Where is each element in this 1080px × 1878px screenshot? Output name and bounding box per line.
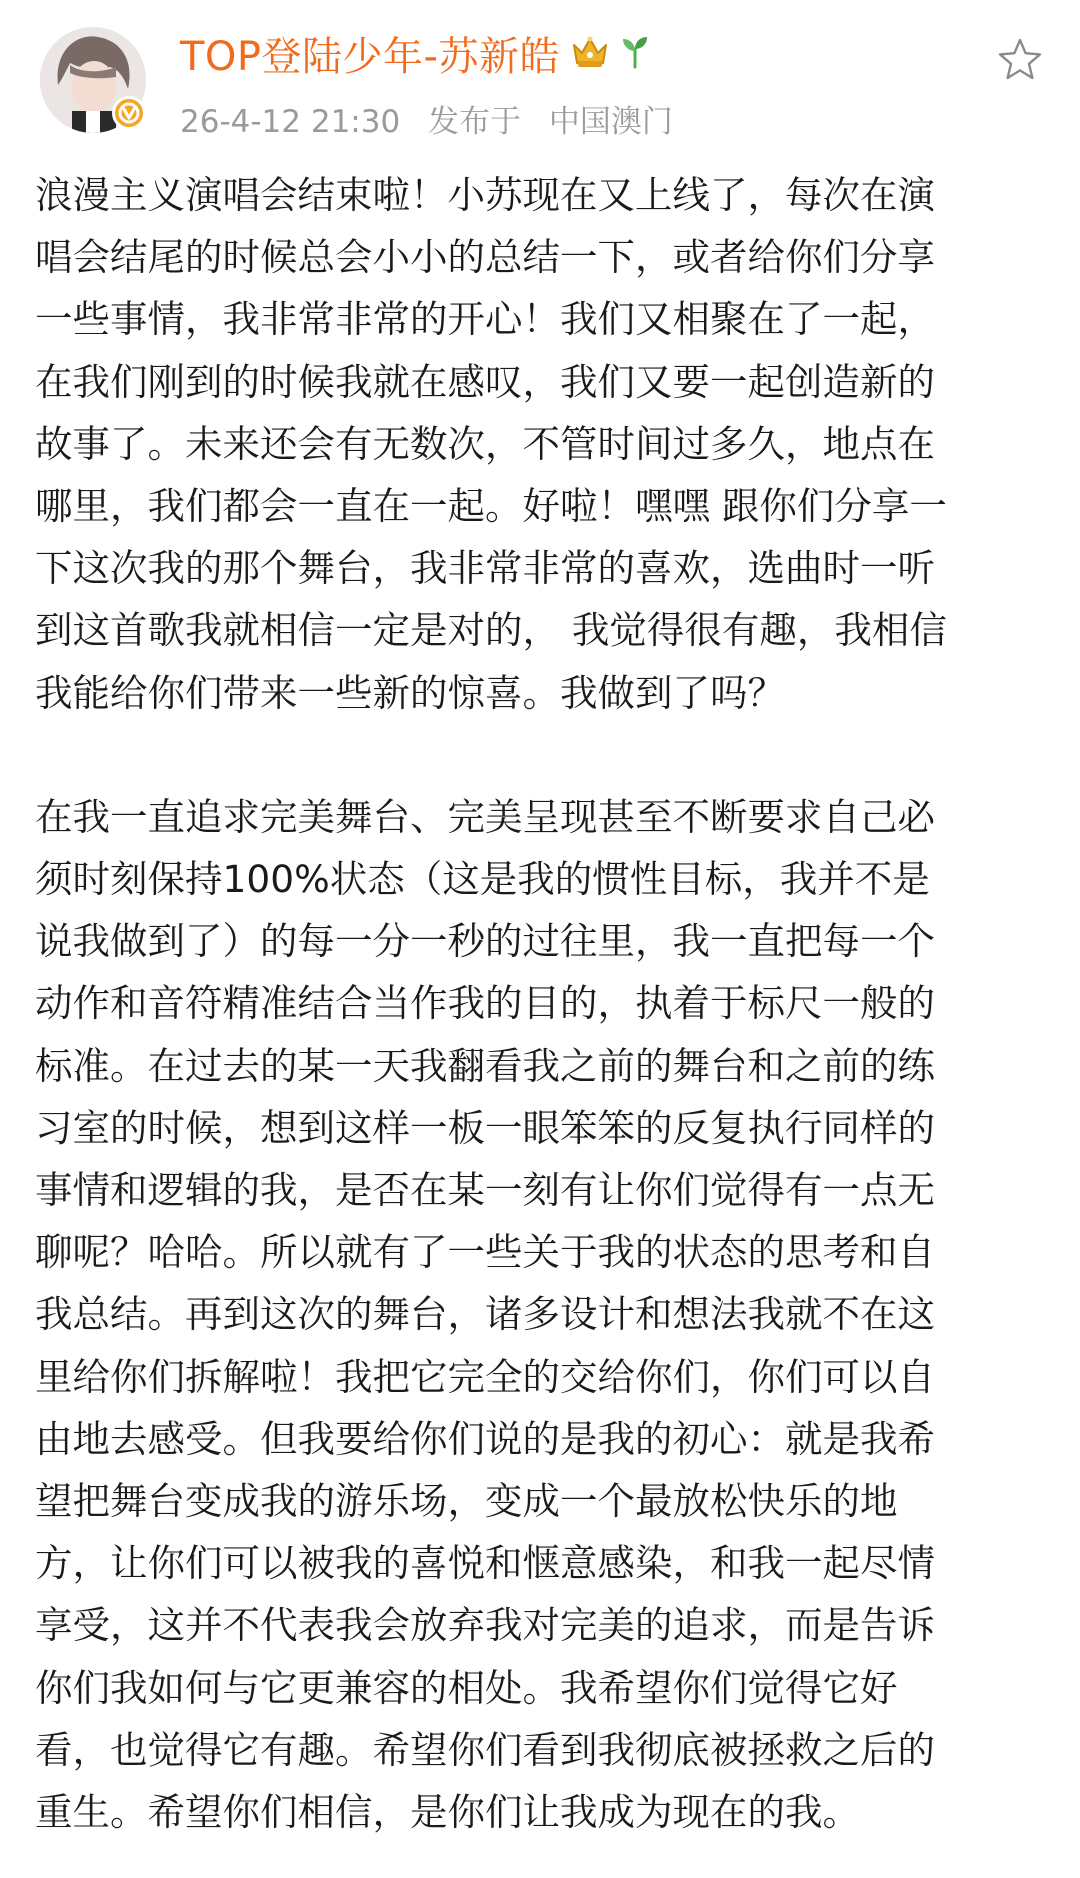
paragraph-1 xyxy=(35,164,1050,724)
text-line: 由地去感受。但我要给你们说的是我的初心：就是我希 xyxy=(35,1416,935,1461)
text-line: 方，让你们可以被我的喜悦和惬意感染，和我一起尽情 xyxy=(35,1541,935,1586)
text-line: 哪里，我们都会一直在一起。好啦！嘿嘿 跟你们分享一 xyxy=(35,484,947,529)
post-body xyxy=(35,164,1050,1843)
text-line: 我能给你们带来一些新的惊喜。我做到了吗？ xyxy=(35,670,785,715)
text-line: 标准。在过去的某一天我翻看我之前的舞台和之前的练 xyxy=(35,1043,935,1088)
text-line: 我总结。再到这次的舞台，诸多设计和想法我就不在这 xyxy=(35,1292,935,1337)
text-line: 唱会结尾的时候总会小小的总结一下，或者给你们分享 xyxy=(35,235,935,280)
sprout-icon[interactable] xyxy=(620,33,650,73)
text-line: 重生。希望你们相信，是你们让我成为现在的我。 xyxy=(35,1790,860,1835)
text-line: 望把舞台变成我的游乐场，变成一个最放松快乐的地 xyxy=(35,1479,898,1524)
text-line: 一些事情，我非常非常的开心！我们又相聚在了一起， xyxy=(35,297,935,342)
favorite-star-button[interactable] xyxy=(996,36,1044,84)
text-line: 享受，这并不代表我会放弃我对完美的追求，而是告诉 xyxy=(35,1603,935,1648)
paragraph-2 xyxy=(35,786,1050,1843)
text-line: 习室的时候，想到这样一板一眼笨笨的反复执行同样的 xyxy=(35,1105,935,1150)
text-line: 须时刻保持100%状态（这是我的惯性目标，我并不是 xyxy=(35,857,930,902)
text-line: 在我一直追求完美舞台、完美呈现甚至不断要求自己必 xyxy=(35,794,935,839)
text-line: 说我做到了）的每一分一秒的过往里，我一直把每一个 xyxy=(35,919,935,964)
crown-icon[interactable] xyxy=(570,31,610,75)
text-line: 下这次我的那个舞台，我非常非常的喜欢，选曲时一听 xyxy=(35,546,935,591)
text-line: 看，也觉得它有趣。希望你们看到我彻底被拯救之后的 xyxy=(35,1727,935,1772)
published-label: 发布于 xyxy=(428,104,522,140)
post-header xyxy=(0,0,1080,160)
text-line: 浪漫主义演唱会结束啦！小苏现在又上线了，每次在演 xyxy=(35,173,935,217)
text-line: 故事了。未来还会有无数次，不管时间过多久，地点在 xyxy=(35,421,935,466)
paragraph-gap xyxy=(35,724,1050,786)
text-line: 到这首歌我就相信一定是对的， 我觉得很有趣，我相信 xyxy=(35,608,947,653)
text-line: 里给你们拆解啦！我把它完全的交给你们，你们可以自 xyxy=(35,1354,935,1399)
username[interactable]: TOP登陆少年-苏新皓 xyxy=(180,33,560,80)
text-line: 你们我如何与它更兼容的相处。我希望你们觉得它好 xyxy=(35,1665,898,1710)
post-meta xyxy=(180,96,691,141)
text-line: 动作和音符精准结合当作我的目的，执着于标尺一般的 xyxy=(35,981,935,1026)
post-location: 中国澳门 xyxy=(548,104,673,140)
star-icon xyxy=(996,36,1044,84)
post-timestamp: 26-4-12 21:30 xyxy=(180,104,401,140)
text-line: 事情和逻辑的我，是否在某一刻有让你们觉得有一点无 xyxy=(35,1168,935,1213)
username-row xyxy=(180,28,650,78)
verified-badge-icon xyxy=(112,96,146,130)
text-line: 聊呢？哈哈。所以就有了一些关于我的状态的思考和自 xyxy=(35,1230,935,1275)
text-line: 在我们刚到的时候我就在感叹，我们又要一起创造新的 xyxy=(35,359,935,404)
